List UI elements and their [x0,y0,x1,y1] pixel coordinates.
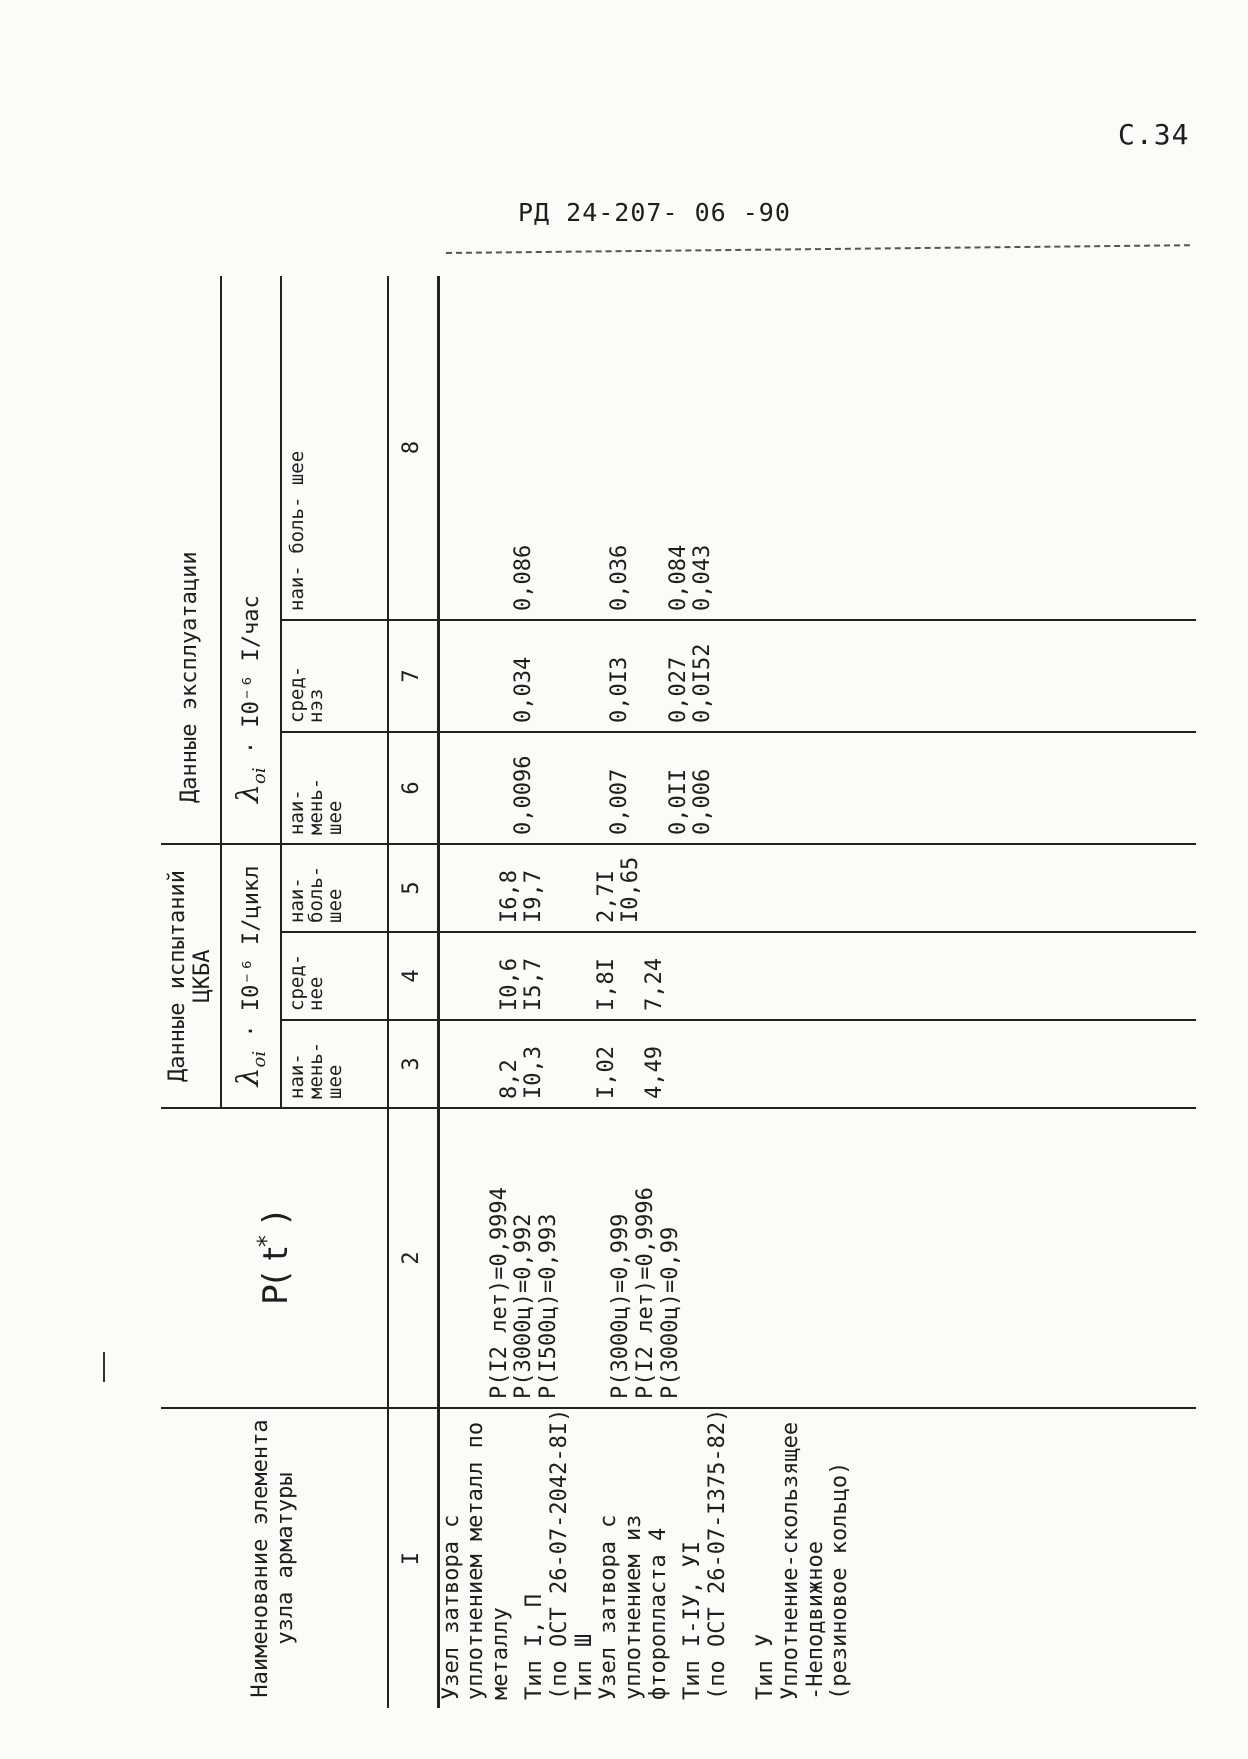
value: 7,24 [642,958,668,1011]
header-operation-data: Данные эксплуатации [161,276,221,844]
reliability-table [161,276,1196,1708]
op-max-cell [438,276,1196,620]
subheader-test-max: наи- боль- шее [281,844,388,932]
operation-unit: · I0⁻⁶ I/час [238,595,264,755]
value: 0,036 [607,544,633,611]
col-number-8: 8 [388,276,438,620]
col-number-7: 7 [388,620,438,732]
lambda-symbol-operation: $\lambda_{oi}$ [230,767,270,803]
header-operation-lambda [221,276,281,844]
type-5-label: Тип У [753,1633,779,1700]
lambda-symbol-test: $\lambda_{oi}$ [230,1050,270,1087]
header-probability: P( t* ) [161,1108,388,1408]
p-type-3: P(I500ц)=0,993 [535,1213,561,1399]
value: 0,034 [510,656,536,723]
value: 0,006 [690,768,716,835]
header-element-name: Наименование элемента узла арматуры [161,1408,388,1708]
value: I9,7 [521,870,547,923]
type-3-label: Тип Ш [571,1633,597,1700]
value: I0,6 [496,958,522,1011]
col-number-5: 5 [388,844,438,932]
value: I,8I [593,958,619,1011]
col-number-4: 4 [388,932,438,1020]
value: I0,65 [618,856,644,923]
type-1-2-standard: (по ОСТ 26-07-2042-8I) [547,1408,572,1700]
sliding-seal-label: Уплотнение-скользящее [778,1421,803,1700]
value: 0,0I52 [690,643,716,723]
value: 0,0I3 [607,656,633,723]
value: I6,8 [496,870,522,923]
subheader-op-avg: сред- нэз [281,620,388,732]
col-number-2: 2 [388,1108,438,1408]
margin-mark [103,1352,105,1382]
value: 4,49 [642,1046,668,1099]
header-test-lambda [221,844,281,1108]
col-number-6: 6 [388,732,438,844]
value: I0,3 [521,1046,547,1099]
value: 0,027 [665,656,691,723]
value: 8,2 [496,1059,522,1099]
type-1-4-label: Тип I-IУ, УI [680,1541,706,1700]
value: 0,043 [690,544,716,611]
type-1-4-standard: (по ОСТ 26-07-I375-82) [704,1408,730,1700]
subheader-test-min: наи- мень- шее [281,1020,388,1108]
op-min-cell [438,732,1196,844]
fixed-seal-label: -Неподвижное (резиновое кольцо) [802,1461,853,1700]
subheader-test-avg: сред- нее [281,932,388,1020]
value: I,02 [593,1046,619,1099]
document-code: РД 24-207- 06 -90 [518,198,791,227]
p-type-1-2: P(3000ц)=0,992 [511,1213,537,1399]
test-min-cell [438,1020,1196,1108]
value: I5,7 [521,958,547,1011]
header-test-data: Данные испытаний ЦКБА [161,844,221,1108]
probability-cell [438,1108,1196,1408]
element-names-cell [438,1408,1196,1708]
col-number-3: 3 [388,1020,438,1108]
ftoro-seal-title: Узел затвора с уплотнением из фторопласта 4 [596,1514,671,1700]
test-max-cell [438,844,1196,932]
test-avg-cell [438,932,1196,1020]
value: 0,086 [510,544,536,611]
header-divider-line [446,244,1190,254]
metal-seal-title: Узел затвора с уплотнением металл по металлу [438,1421,513,1700]
value: 2,7I [593,870,619,923]
p-type-5: P(3000ц)=0,99 [657,1226,683,1399]
value: 0,007 [607,768,633,835]
col-number-1: I [388,1408,438,1708]
p-ftoro-3000: P(3000ц)=0,999 [608,1213,634,1399]
test-unit: · I0⁻⁶ I/цикл [238,865,264,1038]
type-1-2-label: Тип I, П [522,1594,548,1700]
value: 0,084 [665,544,691,611]
page-number: С.34 [1118,118,1190,151]
rotated-table-container [161,276,1196,1708]
value: 0,0II [665,768,691,835]
subheader-op-min: наи- мень- шее [281,732,388,844]
table-row [438,276,1196,1708]
op-avg-cell [438,620,1196,732]
p-ftoro-12y: P(I2 лет)=0,9996 [633,1187,658,1399]
value: 0,0096 [510,755,536,835]
subheader-op-max: наи- боль- шее [281,276,388,620]
p-metal-12y: P(I2 лет)=0,9994 [486,1187,512,1399]
